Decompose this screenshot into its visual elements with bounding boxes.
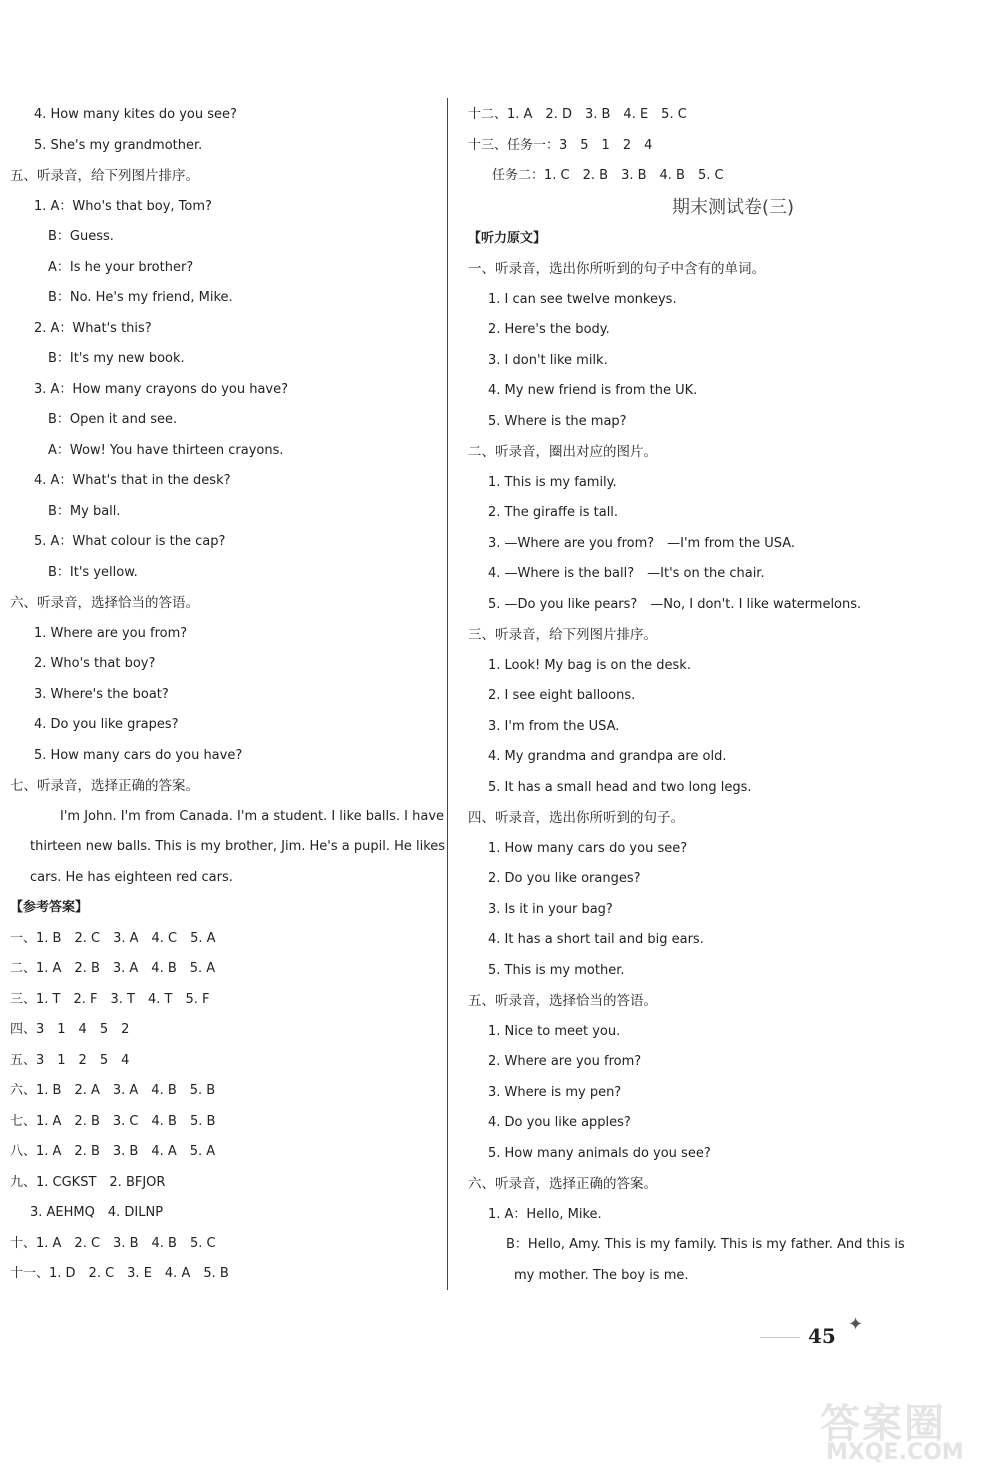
text-line: 3. Where's the boat? xyxy=(34,686,169,702)
page-number-rule xyxy=(760,1337,800,1338)
text-line: A：Is he your brother? xyxy=(48,259,194,275)
answer-line: 三、1. T 2. F 3. T 4. T 5. F xyxy=(10,991,210,1007)
answer-line: 九、1. CGKST 2. BFJOR xyxy=(10,1174,166,1190)
text-line: B：It's yellow. xyxy=(48,564,138,580)
text-line: thirteen new balls. This is my brother, Jim. He's a pupil. He likes xyxy=(30,839,446,854)
text-line: 1. I can see twelve monkeys. xyxy=(488,291,677,307)
text-line: 5. This is my mother. xyxy=(488,962,625,978)
text-line: 2. Who's that boy? xyxy=(34,656,156,671)
text-line: cars. He has eighteen red cars. xyxy=(30,869,233,885)
answer-line: 八、1. A 2. B 3. B 4. A 5. A xyxy=(10,1144,216,1159)
answer-line: 一、1. B 2. C 3. A 4. C 5. A xyxy=(10,930,216,946)
text-line: 1. How many cars do you see? xyxy=(488,840,688,856)
section-heading: 四、听录音，选出你所听到的句子。 xyxy=(468,810,684,826)
text-line: 4. My grandma and grandpa are old. xyxy=(488,749,727,764)
text-line: 3. A：How many crayons do you have? xyxy=(34,381,289,397)
text-line: B：My ball. xyxy=(48,503,121,519)
text-line: 5. A：What colour is the cap? xyxy=(34,534,226,549)
section-heading: 六、听录音，选择正确的答案。 xyxy=(468,1176,657,1192)
answer-line: 二、1. A 2. B 3. A 4. B 5. A xyxy=(10,961,216,976)
watermark-logo-text: 答案圈 xyxy=(820,1401,946,1447)
test-title: 期末测试卷(三) xyxy=(671,196,795,218)
text-line: B：It's my new book. xyxy=(48,351,185,366)
block-header: 【参考答案】 xyxy=(10,900,89,915)
text-line: 3. I'm from the USA. xyxy=(488,718,620,734)
text-line: 4. A：What's that in the desk? xyxy=(34,473,231,488)
text-line: 2. Where are you from? xyxy=(488,1054,642,1069)
text-line: 5. How many cars do you have? xyxy=(34,747,243,763)
section-heading: 三、听录音，给下列图片排序。 xyxy=(468,627,657,643)
watermark-url: MXQE.COM xyxy=(826,1440,964,1465)
text-line: 4. How many kites do you see? xyxy=(34,107,237,122)
text-line: 1. This is my family. xyxy=(488,474,617,490)
section-heading: 一、听录音，选出你所听到的句子中含有的单词。 xyxy=(468,261,765,277)
section-heading: 二、听录音，圈出对应的图片。 xyxy=(468,444,657,460)
text-line: B：Guess. xyxy=(48,229,114,244)
text-line: 5. —Do you like pears? —No, I don't. I like watermelons. xyxy=(488,596,862,612)
text-line: 1. Nice to meet you. xyxy=(488,1023,621,1039)
text-line: my mother. The boy is me. xyxy=(514,1267,689,1283)
text-line: 3. Is it in your bag? xyxy=(488,901,613,917)
text-line: 任务二：1. C 2. B 3. B 4. B 5. C xyxy=(492,168,724,183)
answer-line: 十一、1. D 2. C 3. E 4. A 5. B xyxy=(10,1266,229,1281)
answer-line: 四、3 1 4 5 2 xyxy=(10,1022,130,1037)
section-heading: 六、听录音，选择恰当的答语。 xyxy=(10,595,199,611)
text-line: B：Open it and see. xyxy=(48,412,178,427)
text-line: 1. A：Hello, Mike. xyxy=(488,1206,602,1222)
left-column xyxy=(0,100,446,1290)
text-line: 4. Do you like apples? xyxy=(488,1115,631,1130)
text-line: 5. Where is the map? xyxy=(488,413,627,429)
text-line: A：Wow! You have thirteen crayons. xyxy=(48,442,284,458)
page-number: 45 xyxy=(808,1324,836,1348)
text-line: B：Hello, Amy. This is my family. This is my father. And this is xyxy=(506,1237,905,1252)
text-line: 1. Where are you from? xyxy=(34,625,188,641)
star-icon: ✦ xyxy=(848,1314,864,1335)
column-divider xyxy=(447,98,448,1290)
watermark xyxy=(820,1392,990,1464)
right-column xyxy=(458,100,908,1291)
text-line: 2. A：What's this? xyxy=(34,320,152,336)
text-line: 5. How many animals do you see? xyxy=(488,1145,711,1161)
text-line: 3. AEHMQ 4. DILNP xyxy=(30,1205,164,1220)
text-line: 3. —Where are you from? —I'm from the USA. xyxy=(488,535,796,551)
block-header: 【听力原文】 xyxy=(468,230,547,246)
answer-line: 十、1. A 2. C 3. B 4. B 5. C xyxy=(10,1235,216,1251)
text-line: 2. I see eight balloons. xyxy=(488,688,636,703)
text-line: 4. Do you like grapes? xyxy=(34,717,179,732)
text-line: 4. It has a short tail and big ears. xyxy=(488,932,704,947)
section-heading: 五、听录音，给下列图片排序。 xyxy=(10,168,199,184)
text-line: 2. Here's the body. xyxy=(488,322,610,337)
text-line: I'm John. I'm from Canada. I'm a student. I like balls. I have xyxy=(60,808,445,824)
text-line: 1. Look! My bag is on the desk. xyxy=(488,657,691,673)
text-line: B：No. He's my friend, Mike. xyxy=(48,290,233,305)
text-line: 4. —Where is the ball? —It's on the chair. xyxy=(488,566,765,581)
text-line: 1. A：Who's that boy, Tom? xyxy=(34,198,212,214)
text-line: 3. Where is my pen? xyxy=(488,1084,622,1100)
answer-line: 十二、1. A 2. D 3. B 4. E 5. C xyxy=(468,107,687,122)
section-heading: 五、听录音，选择恰当的答语。 xyxy=(468,993,657,1009)
answer-line: 七、1. A 2. B 3. C 4. B 5. B xyxy=(10,1113,216,1129)
answer-line: 五、3 1 2 5 4 xyxy=(10,1052,130,1068)
text-line: 5. She's my grandmother. xyxy=(34,137,203,153)
answer-line: 六、1. B 2. A 3. A 4. B 5. B xyxy=(10,1083,216,1098)
text-line: 4. My new friend is from the UK. xyxy=(488,383,698,398)
text-line: 2. The giraffe is tall. xyxy=(488,505,619,520)
text-line: 5. It has a small head and two long legs. xyxy=(488,779,752,795)
section-heading: 七、听录音，选择正确的答案。 xyxy=(10,778,199,794)
text-line: 2. Do you like oranges? xyxy=(488,871,641,886)
text-line: 3. I don't like milk. xyxy=(488,352,608,368)
answer-line: 十三、任务一：3 5 1 2 4 xyxy=(468,137,653,153)
